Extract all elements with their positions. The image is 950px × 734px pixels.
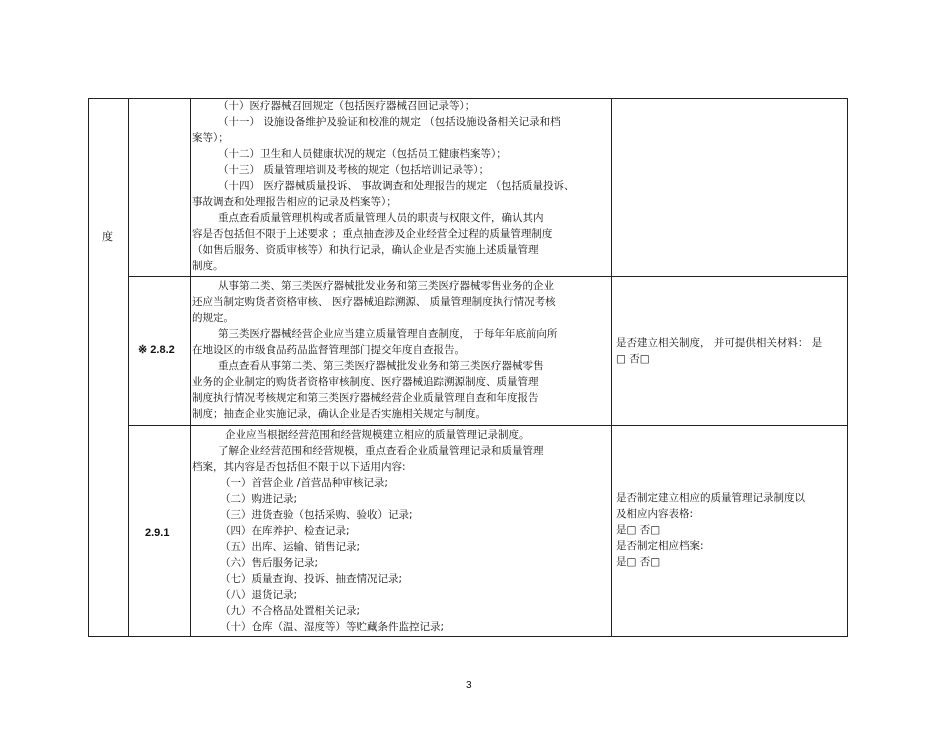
row1-line: 重点查看质量管理机构或者质量管理人员的职责与权限文件，确认其内	[218, 212, 544, 224]
row3-line: （九）不合格品处置相关记录;	[220, 605, 361, 617]
row3-line: （五）出库、运输、销售记录;	[220, 541, 361, 553]
row3-line: （十）仓库（温、湿度等）等贮藏条件监控记录;	[220, 621, 445, 633]
row1-bottom-border	[128, 276, 848, 277]
row1-line: （十三） 质量管理培训及考核的规定（包括培训记录等）；	[218, 164, 490, 176]
row3-check-line: 是□ 否□	[616, 556, 661, 568]
row3-check-line: 是否制定相应档案:	[616, 540, 704, 552]
row3-line: （二）购进记录;	[220, 493, 298, 505]
row3-check-line: 是否制定建立相应的质量管理记录制度以	[616, 492, 805, 504]
table-left-border	[88, 98, 89, 637]
row2-bottom-border	[128, 425, 848, 426]
row1-line: 容是否包括但不限于上述要求 ；重点抽查涉及企业经营全过程的质量管理制度	[192, 228, 553, 240]
column1-label: 度	[102, 230, 113, 243]
row2-code: ※ 2.8.2	[138, 344, 175, 356]
row2-check-line: 是否建立相关制度， 并可提供相关材料： 是	[616, 337, 823, 349]
row1-line: （十）医疗器械召回规定（包括医疗器械召回记录等）；	[218, 100, 476, 112]
column-divider-2	[190, 98, 191, 637]
row3-line: （四）在库养护、检查记录;	[220, 525, 350, 537]
row2-line: 重点查看从事第二类、第三类医疗器械批发业务和第三类医疗器械零售	[218, 360, 544, 372]
row1-line: 制度。	[192, 260, 224, 272]
row3-line: 了解企业经营范围和经营规模，重点查看企业质量管理记录和质量管理	[218, 445, 544, 457]
row3-check-line: 是□ 否□	[616, 524, 661, 536]
table-right-border	[847, 98, 848, 637]
row3-line: 企业应当根据经营范围和经营规模建立相应的质量管理记录制度。	[225, 429, 530, 441]
row3-line: 档案，其内容是否包括但不限于以下适用内容:	[192, 461, 406, 473]
row1-line: （十四） 医疗器械质量投诉、 事故调查和处理报告的规定 （包括质量投诉、	[218, 180, 575, 192]
row3-code: 2.9.1	[145, 527, 170, 539]
row1-line: （十一） 设施设备维护及验证和校准的规定 （包括设施设备相关记录和档	[218, 116, 561, 128]
row3-line: （一）首营企业 /首营品种审核记录;	[220, 477, 388, 489]
page-number: 3	[466, 680, 472, 691]
row1-line: 案等）；	[192, 132, 229, 144]
row3-line: （七）质量查询、投诉、抽查情况记录;	[220, 573, 403, 585]
row3-check-line: 及相应内容表格:	[616, 508, 694, 520]
row1-line: （十二）卫生和人员健康状况的规定（包括员工健康档案等）；	[218, 148, 507, 160]
row2-line: 第三类医疗器械经营企业应当建立质量管理自查制度， 于每年年底前向所	[218, 328, 558, 340]
row2-line: 从事第二类、第三类医疗器械批发业务和第三类医疗器械零售业务的企业	[218, 280, 554, 292]
row3-line: （六）售后服务记录;	[220, 557, 319, 569]
row2-line: 还应当制定购货者资格审核、 医疗器械追踪溯源、 质量管理制度执行情况考核	[192, 296, 556, 308]
row1-line: （如售后服务、资质审核等）和执行记录，确认企业是否实施上述质量管理	[192, 244, 539, 256]
row2-line: 制度执行情况考核规定和第三类医疗器械经营企业质量管理自查和年度报告	[192, 392, 539, 404]
row2-line: 在地设区的市级食品药品监督管理部门提交年度自查报告。	[192, 344, 465, 356]
row2-line: 制度；抽查企业实施记录，确认企业是否实施相关规定与制度。	[192, 408, 486, 420]
row2-check-line: □ 否□	[616, 353, 650, 365]
row1-line: 事故调查和处理报告相应的记录及档案等）；	[192, 196, 397, 208]
row3-line: （八）退货记录;	[220, 589, 298, 601]
column-divider-3	[611, 98, 612, 637]
row3-line: （三）进货查验（包括采购、验收）记录;	[220, 509, 413, 521]
row2-line: 业务的企业制定的购货者资格审核制度、医疗器械追踪溯源制度、质量管理	[192, 376, 539, 388]
table-bottom-border	[88, 636, 848, 637]
column-divider-1	[128, 98, 129, 637]
row2-line: 的规定。	[192, 312, 234, 324]
